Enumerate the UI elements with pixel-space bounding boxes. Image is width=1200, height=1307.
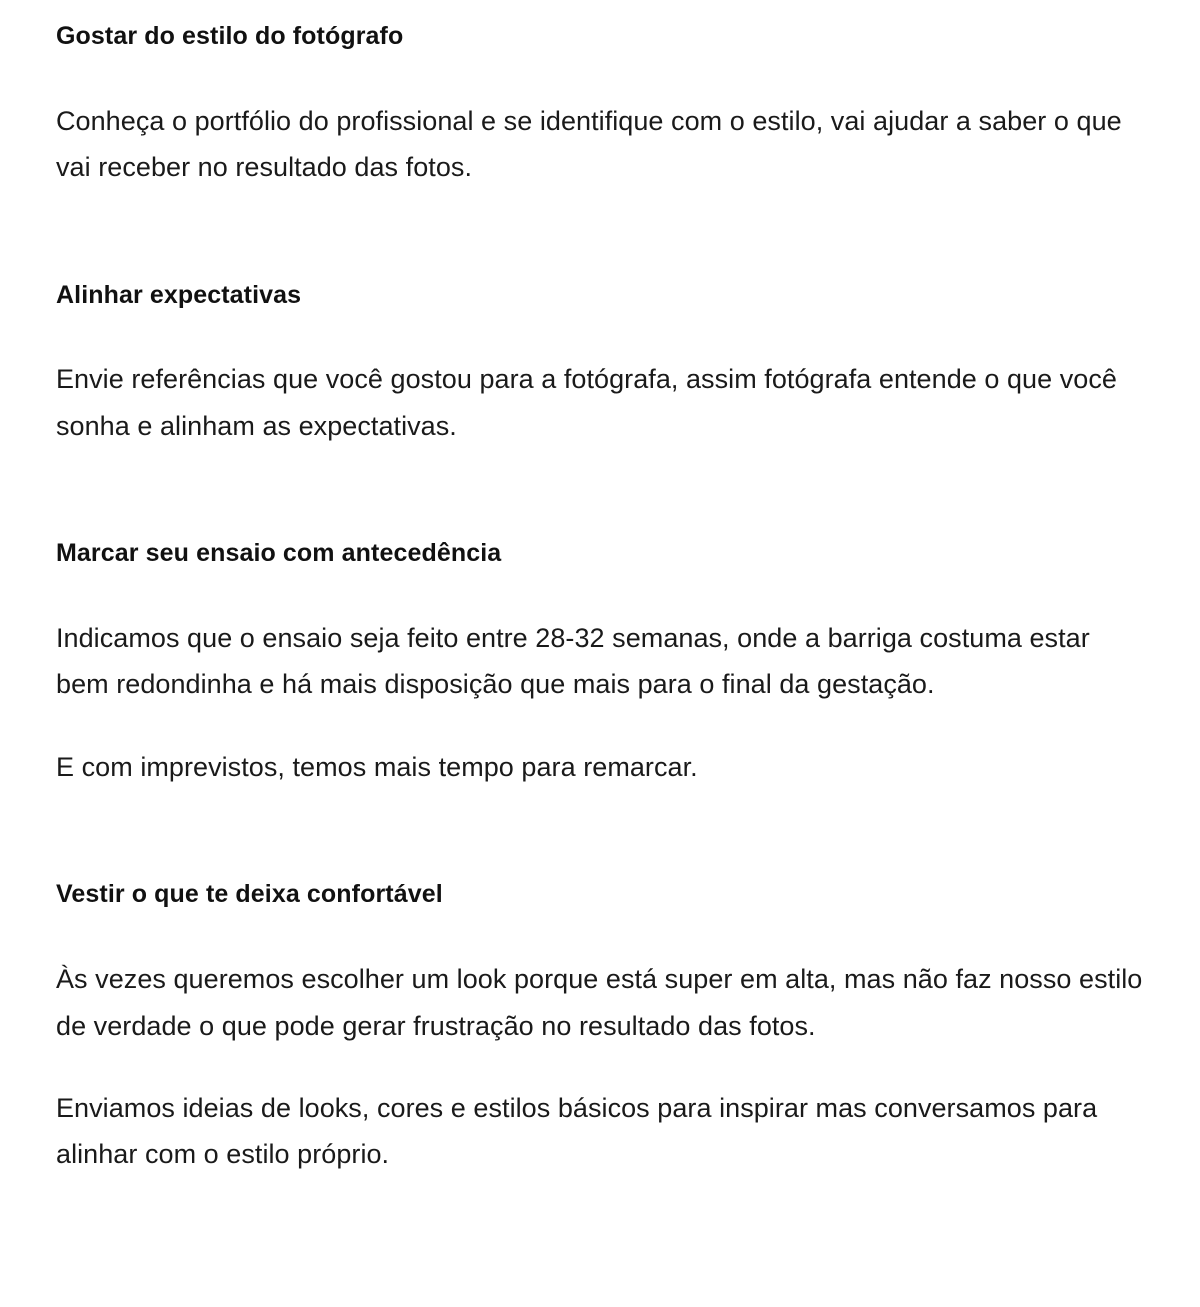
spacer	[56, 912, 1144, 956]
section-alinhar-expectativas	[56, 279, 1144, 450]
section-paragraph: Conheça o portfólio do profissional e se identifique com o estilo, vai ajudar a saber o que vai receber no resultado das fotos.	[56, 105, 1122, 183]
section-paragraph: Enviamos ideias de looks, cores e estilos básicos para inspirar mas conversamos para alinhar com o estilo próprio.	[56, 1092, 1098, 1170]
section-heading: Vestir o que te deixa confortável	[56, 880, 443, 909]
spacer	[56, 449, 1144, 537]
section-paragraph: Às vezes queremos escolher um look porque está super em alta, mas não faz nosso estilo de verdade o que pode gerar frustração no resultado das fotos.	[56, 964, 1143, 1041]
section-estilo-fotografo	[56, 8, 1144, 191]
section-marcar-ensaio	[56, 537, 1144, 790]
section-paragraph: E com imprevistos, temos mais tempo para remarcar.	[56, 751, 698, 782]
section-paragraph: Envie referências que você gostou para a fotógrafa, assim fotógrafa entende o que você sonha e alinham as expectativas.	[56, 364, 1117, 441]
spacer	[56, 571, 1144, 615]
spacer	[56, 191, 1144, 279]
section-paragraph: Indicamos que o ensaio seja feito entre 28-32 semanas, onde a barriga costuma estar bem redondinha e há mais disposição que mais para o final da gestação.	[56, 623, 1090, 700]
section-heading: Marcar seu ensaio com antecedência	[56, 539, 502, 568]
spacer	[56, 312, 1144, 356]
spacer	[56, 54, 1144, 98]
section-heading: Alinhar expectativas	[56, 280, 302, 309]
spacer	[56, 708, 1144, 744]
section-vestir-confortavel	[56, 878, 1144, 1178]
spacer	[56, 1049, 1144, 1085]
section-heading: Gostar do estilo do fotógrafo	[56, 22, 404, 50]
spacer	[56, 790, 1144, 878]
